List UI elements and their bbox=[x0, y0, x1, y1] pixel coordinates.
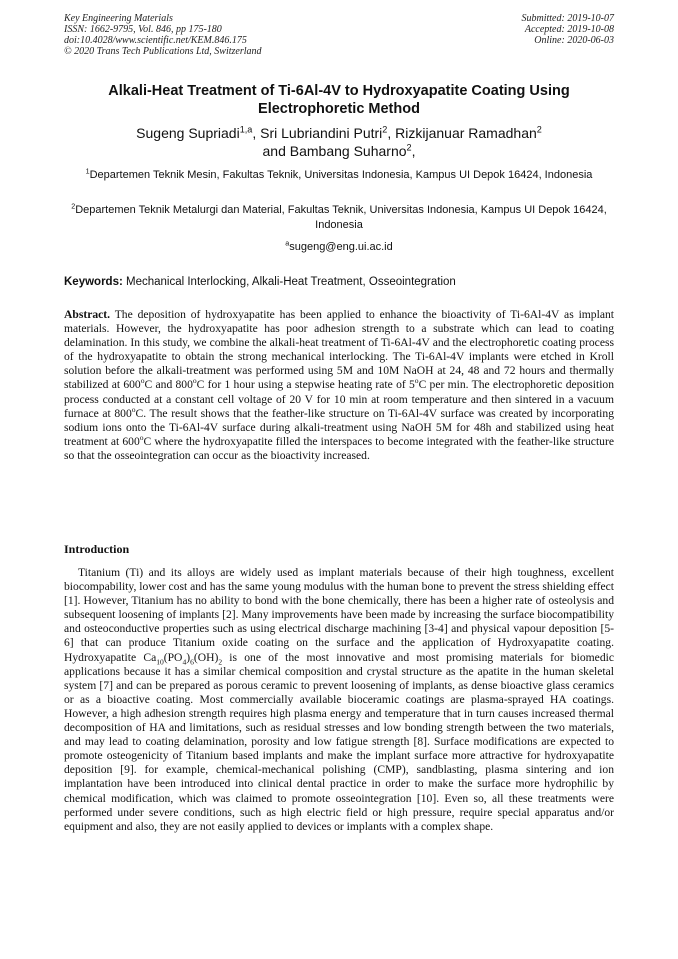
abstract-text: The deposition of hydroxyapatite has been applied to enhance the bioactivity of Ti-6Al-4V as implant materials. However, the hydroxyapatite has poor adhesion strength to a substrate which can lead to coating delamination. In this study, we combine the alkali-heat treatment of Ti-6Al-4V and the electrophoretic coating process of the hydroxyapatite to obtain the strong mechanical interlocking. The Ti-6Al-4V implants were etched in Kroll solution before the alkali-treatment was performed using 5M and 10M NaOH at 24, 48 and 72 hours and thermally stabilized at 600 bbox=[64, 308, 614, 392]
author-list bbox=[64, 124, 614, 160]
formula-subscript: 10 bbox=[156, 656, 164, 666]
online-date: Online: 2020-06-03 bbox=[534, 35, 614, 46]
intro-text: Titanium (Ti) and its alloys are widely used as implant materials because of their high toughness, excellent biocompability, lower cost and has the same young modulus with the human bone to prevent the stress shielding effect [1]. However, Titanium has no ability to bond with the bone chemically, there has been a higher rate of osteolysis and subsequent loosening of implants [2]. Many improvements have been made by increasing the surface biocompatibility and osteoconductive properties such as using electrical discharge machining [3-4] and physical vapour deposition [5-6] that can produce Titanium oxide coating on the surface and the application of Hydroxyapatite coating. Hydroxyapatite Ca bbox=[64, 566, 614, 664]
degree-mark: o bbox=[414, 376, 419, 386]
affiliation-superscript: 2 bbox=[71, 202, 76, 211]
author-name: Sugeng Supriadi bbox=[136, 125, 240, 141]
abstract-label: Abstract. bbox=[64, 308, 111, 321]
journal-copyright: © 2020 Trans Tech Publications Ltd, Switzerland bbox=[64, 46, 262, 57]
degree-mark: o bbox=[140, 376, 145, 386]
abstract-text: C per min. The electrophoretic deposition process conducted at a constant cell voltage of 20 V for 10 min at room temperature and then sintered in a vacuum furnace at 800 bbox=[64, 378, 615, 420]
paper-title: Alkali-Heat Treatment of Ti-6Al-4V to Hydroxyapatite Coating Using Electrophoretic Method bbox=[108, 83, 570, 117]
author-name: , Sri Lubriandini Putri bbox=[252, 125, 383, 141]
journal-name: Key Engineering Materials bbox=[64, 13, 173, 24]
affiliation-text: Departemen Teknik Metalurgi dan Material, Fakultas Teknik, Universitas Indonesia, Kampus UI Depok 16424, Indonesia bbox=[75, 204, 607, 231]
author-superscript: 2 bbox=[406, 142, 412, 153]
degree-mark: o bbox=[192, 376, 197, 386]
intro-text: is one of the most innovative and most promising materials for biomedic applications because it has a similar chemical composition and crystal structure as the apatite in the human skeletal system [7] and can be prepared as porous ceramic to prevent loosening of implants, as dense bioactive glass ceramics or as a bioactive coating. Most commercially available bioceramic coatings are plasma-sprayed HA coatings. However, a high adhesion strength requires high plasma energy and temperature that in turn causes increased thermal decomposition of HA and limitations, such as residual stresses and low bonding strength between the two materials, and may lead to coating delamination, porosity and low fatigue strength [8]. Surface modifications are expected to promote osteogenicity of Titanium based implants and make the implant surface more attractive for hydroxyapatite deposition [9]. for example, chemical-mechanical polishing (CMP), sandblasting, plasma sintering and ion implantation have been introduced into clinical dental practice in order to make the surface more hydrophilic by chemical modification, which was claimed to promote osseointegration [10]. Even so, all these treatments were performed under severe conditions, such as high electric field or high pressure, require special apparatus and/or equipment and also, they are not easily applied to devices or implants with a complex shape. bbox=[64, 650, 614, 833]
affiliation-superscript: 1 bbox=[85, 167, 90, 176]
formula-subscript: 2 bbox=[218, 656, 223, 666]
abstract bbox=[64, 308, 614, 463]
email-link[interactable]: sugeng@eng.ui.ac.id bbox=[289, 241, 393, 253]
accepted-date: Accepted: 2019-10-08 bbox=[524, 24, 614, 35]
author-name: and Bambang Suharno bbox=[262, 143, 407, 159]
abstract-text: C for 1 hour using a stepwise heating rate of 5 bbox=[196, 378, 415, 392]
author-superscript: 2 bbox=[382, 124, 388, 135]
author-name-end: , bbox=[411, 143, 416, 159]
introduction-paragraph bbox=[64, 566, 614, 834]
email-superscript: a bbox=[285, 239, 290, 248]
formula-subscript: 4 bbox=[182, 656, 187, 666]
keywords-label: Keywords: bbox=[64, 276, 123, 288]
submitted-date: Submitted: 2019-10-07 bbox=[521, 13, 614, 24]
intro-text: ) bbox=[186, 650, 191, 664]
degree-mark: o bbox=[131, 404, 136, 414]
journal-doi[interactable]: doi:10.4028/www.scientific.net/KEM.846.175 bbox=[64, 35, 247, 46]
affiliation-text: Departemen Teknik Mesin, Fakultas Teknik, Universitas Indonesia, Kampus UI Depok 16424, Indonesia bbox=[89, 169, 593, 181]
affiliation-1 bbox=[64, 168, 614, 183]
abstract-text: C where the hydroxyapatite filled the interspaces to become integrated with the feather-like structure so that the osseointegration can occur as the bioactivity increased. bbox=[64, 434, 614, 462]
abstract-text: C. The result shows that the feather-like structure on Ti-6Al-4V surface was created by incorporating sodium ions onto the Ti-6Al-4V surface during alkali-treatment using NaOH 5M for 48h and stabilized using heat treatment at 600 bbox=[64, 406, 615, 448]
intro-text: (PO bbox=[163, 650, 183, 664]
intro-text: (OH) bbox=[193, 650, 219, 664]
keywords-text: Mechanical Interlocking, Alkali-Heat Treatment, Osseointegration bbox=[122, 276, 456, 288]
journal-info bbox=[64, 13, 262, 57]
abstract-text: C and 800 bbox=[144, 378, 193, 392]
journal-issn: ISSN: 1662-9795, Vol. 846, pp 175-180 bbox=[64, 24, 222, 35]
author-email bbox=[64, 240, 614, 254]
keywords bbox=[64, 275, 614, 289]
affiliation-2 bbox=[64, 203, 614, 232]
author-name: , Rizkijanuar Ramadhan bbox=[387, 125, 537, 141]
formula-subscript: 6 bbox=[190, 656, 194, 666]
submission-dates bbox=[522, 13, 615, 46]
degree-mark: o bbox=[139, 432, 144, 442]
author-superscript: 1,a bbox=[239, 124, 253, 135]
author-superscript: 2 bbox=[536, 124, 542, 135]
section-heading-introduction: Introduction bbox=[64, 542, 130, 556]
